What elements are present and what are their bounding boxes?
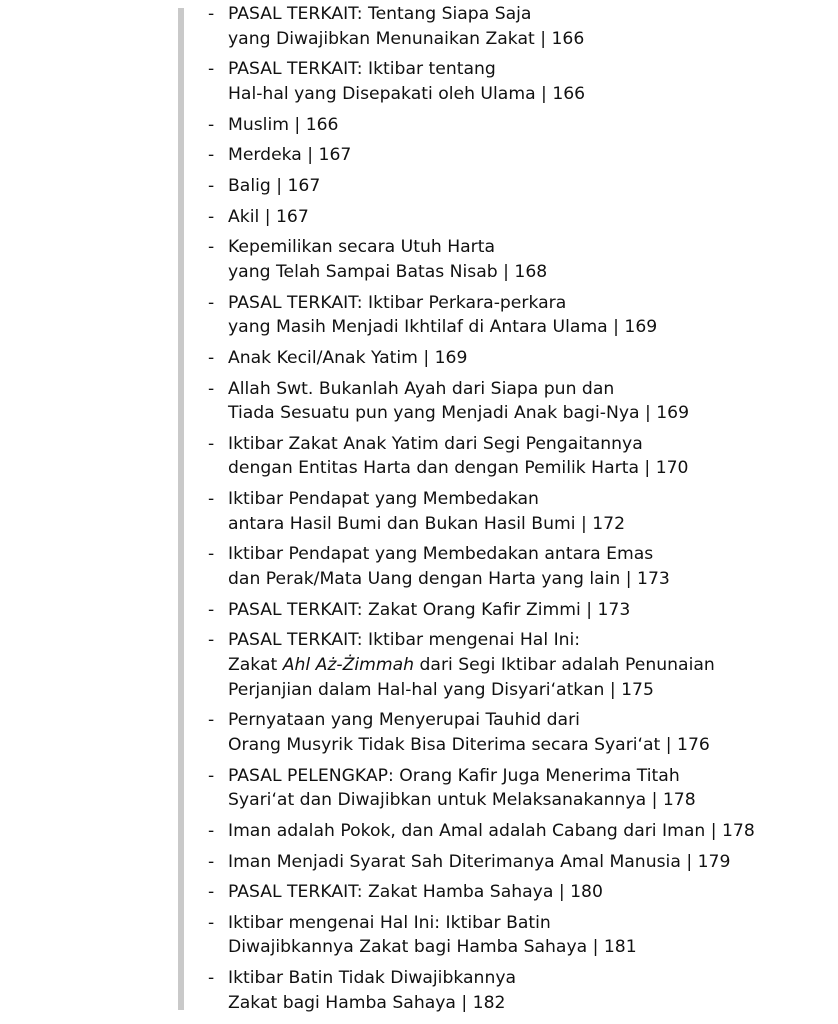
toc-entry-line bbox=[228, 764, 828, 789]
toc-entry bbox=[208, 850, 828, 875]
toc-entry-line bbox=[228, 819, 828, 844]
toc-entry-line bbox=[228, 542, 828, 567]
toc-entry bbox=[208, 57, 828, 106]
toc-text: Perjanjian dalam Hal-hal yang Disyari‘atkan | 175 bbox=[228, 679, 654, 700]
toc-text: yang Masih Menjadi Ikhtilaf di Antara Ulama | 169 bbox=[228, 317, 658, 338]
toc-text: Pernyataan yang Menyerupai Tauhid dari bbox=[228, 710, 580, 731]
toc-text: PASAL PELENGKAP: Orang Kafir Juga Menerima Titah bbox=[228, 765, 680, 786]
toc-entry bbox=[208, 764, 828, 813]
toc-text: Iktibar Zakat Anak Yatim dari Segi Pengaitannya bbox=[228, 433, 643, 454]
toc-entry-line bbox=[228, 205, 828, 230]
toc-entry bbox=[208, 377, 828, 426]
list-dash-marker: - bbox=[208, 433, 215, 454]
toc-entry bbox=[208, 966, 828, 1015]
toc-text: dan Perak/Mata Uang dengan Harta yang lain | 173 bbox=[228, 569, 670, 589]
toc-entry-line bbox=[228, 377, 828, 402]
toc-text: Merdeka | 167 bbox=[228, 145, 352, 166]
toc-entry bbox=[208, 911, 828, 960]
toc-text: Zakat bagi Hamba Sahaya | 182 bbox=[228, 992, 506, 1013]
toc-text: Muslim | 166 bbox=[228, 114, 339, 135]
list-dash-marker: - bbox=[208, 765, 215, 786]
toc-text: Diwajibkannya Zakat bagi Hamba Sahaya | 181 bbox=[228, 937, 637, 958]
toc-entry bbox=[208, 143, 828, 168]
toc-text: PASAL TERKAIT: Iktibar mengenai Hal Ini: bbox=[228, 630, 581, 651]
toc-entry-line bbox=[228, 966, 828, 991]
toc-entry-line bbox=[228, 487, 828, 512]
list-dash-marker: - bbox=[208, 292, 215, 313]
toc-text: dari Segi Iktibar adalah Penunaian bbox=[414, 654, 715, 675]
list-dash-marker: - bbox=[208, 378, 215, 399]
toc-entry bbox=[208, 113, 828, 138]
list-dash-marker: - bbox=[208, 175, 215, 196]
toc-entry-line bbox=[228, 456, 828, 481]
toc-entry-line bbox=[228, 911, 828, 936]
list-dash-marker: - bbox=[208, 206, 215, 227]
toc-text: antara Hasil Bumi dan Bukan Hasil Bumi | 172 bbox=[228, 513, 626, 534]
toc-entry bbox=[208, 819, 828, 844]
toc-text: Balig | 167 bbox=[228, 175, 321, 196]
toc-entry-line bbox=[228, 935, 828, 960]
toc-text: Anak Kecil/Anak Yatim | 169 bbox=[228, 347, 468, 368]
toc-entry-line bbox=[228, 567, 828, 592]
toc-entry-line bbox=[228, 346, 828, 371]
toc-text: Hal-hal yang Disepakati oleh Ulama | 166 bbox=[228, 83, 586, 104]
toc-entry bbox=[208, 542, 828, 591]
list-dash-marker: - bbox=[208, 145, 215, 166]
toc-entry bbox=[208, 174, 828, 199]
toc-entry-line bbox=[228, 174, 828, 199]
toc-entry bbox=[208, 708, 828, 757]
toc-text: Orang Musyrik Tidak Bisa Diterima secara Syari‘at | 176 bbox=[228, 734, 710, 755]
toc-entry-line bbox=[228, 678, 828, 703]
toc-text: PASAL TERKAIT: Iktibar tentang bbox=[228, 59, 496, 80]
list-dash-marker: - bbox=[208, 710, 215, 731]
toc-entry bbox=[208, 291, 828, 340]
toc-entry bbox=[208, 487, 828, 536]
list-dash-marker: - bbox=[208, 489, 215, 510]
toc-entry bbox=[208, 205, 828, 230]
list-dash-marker: - bbox=[208, 968, 215, 989]
toc-entry bbox=[208, 880, 828, 905]
list-dash-marker: - bbox=[208, 882, 215, 903]
toc-text: PASAL TERKAIT: Tentang Siapa Saja bbox=[228, 4, 532, 24]
italic-term: Ahl Aż-Żimmah bbox=[282, 654, 415, 675]
toc-entry bbox=[208, 2, 828, 51]
toc-entry-line bbox=[228, 850, 828, 875]
toc-entry-line bbox=[228, 260, 828, 285]
list-dash-marker: - bbox=[208, 544, 215, 565]
toc-entry-line bbox=[228, 598, 828, 623]
toc-entry-line bbox=[228, 291, 828, 316]
toc-text: PASAL TERKAIT: Zakat Hamba Sahaya | 180 bbox=[228, 882, 603, 903]
toc-entry-line bbox=[228, 143, 828, 168]
toc-entry-line bbox=[228, 2, 828, 27]
toc-text: Iktibar Batin Tidak Diwajibkannya bbox=[228, 968, 517, 989]
toc-text: dengan Entitas Harta dan dengan Pemilik Harta | 170 bbox=[228, 458, 689, 479]
margin-rule bbox=[178, 8, 184, 1010]
list-dash-marker: - bbox=[208, 114, 215, 135]
toc-text: PASAL TERKAIT: Zakat Orang Kafir Zimmi | 173 bbox=[228, 599, 631, 620]
toc-entry-line bbox=[228, 991, 828, 1016]
toc-entry bbox=[208, 346, 828, 371]
table-of-contents-list bbox=[208, 2, 828, 1021]
toc-text: Iktibar Pendapat yang Membedakan antara Emas bbox=[228, 544, 654, 565]
toc-entry-line bbox=[228, 57, 828, 82]
toc-entry-line bbox=[228, 708, 828, 733]
toc-text: Akil | 167 bbox=[228, 206, 309, 227]
toc-entry bbox=[208, 628, 828, 702]
toc-text: Syari‘at dan Diwajibkan untuk Melaksanakannya | 178 bbox=[228, 790, 696, 811]
toc-text: Iktibar Pendapat yang Membedakan bbox=[228, 489, 539, 510]
toc-text: Tiada Sesuatu pun yang Menjadi Anak bagi-Nya | 169 bbox=[228, 403, 690, 424]
toc-text: yang Telah Sampai Batas Nisab | 168 bbox=[228, 261, 548, 282]
toc-entry-line bbox=[228, 432, 828, 457]
list-dash-marker: - bbox=[208, 630, 215, 651]
list-dash-marker: - bbox=[208, 912, 215, 933]
toc-entry-line bbox=[228, 401, 828, 426]
toc-entry-line bbox=[228, 880, 828, 905]
toc-entry-line bbox=[228, 628, 828, 653]
list-dash-marker: - bbox=[208, 851, 215, 872]
toc-entry-line bbox=[228, 512, 828, 537]
toc-entry-line bbox=[228, 733, 828, 758]
toc-entry-line bbox=[228, 82, 828, 107]
list-dash-marker: - bbox=[208, 59, 215, 80]
toc-entry-line bbox=[228, 27, 828, 52]
toc-text: Zakat bbox=[228, 654, 283, 675]
toc-entry-line bbox=[228, 653, 828, 678]
toc-text: yang Diwajibkan Menunaikan Zakat | 166 bbox=[228, 28, 585, 49]
toc-entry-line bbox=[228, 235, 828, 260]
toc-entry bbox=[208, 235, 828, 284]
toc-text: Allah Swt. Bukanlah Ayah dari Siapa pun dan bbox=[228, 378, 615, 399]
toc-text: Iman Menjadi Syarat Sah Diterimanya Amal Manusia | 179 bbox=[228, 851, 731, 872]
toc-entry bbox=[208, 598, 828, 623]
toc-text: Iman adalah Pokok, dan Amal adalah Cabang dari Iman | 178 bbox=[228, 820, 755, 841]
list-dash-marker: - bbox=[208, 347, 215, 368]
list-dash-marker: - bbox=[208, 820, 215, 841]
list-dash-marker: - bbox=[208, 237, 215, 258]
toc-entry bbox=[208, 432, 828, 481]
toc-entry-line bbox=[228, 113, 828, 138]
list-dash-marker: - bbox=[208, 599, 215, 620]
toc-entry-line bbox=[228, 788, 828, 813]
toc-text: Kepemilikan secara Utuh Harta bbox=[228, 237, 496, 258]
toc-entry-line bbox=[228, 315, 828, 340]
list-dash-marker: - bbox=[208, 4, 215, 24]
toc-text: PASAL TERKAIT: Iktibar Perkara-perkara bbox=[228, 292, 567, 313]
toc-text: Iktibar mengenai Hal Ini: Iktibar Batin bbox=[228, 912, 551, 933]
